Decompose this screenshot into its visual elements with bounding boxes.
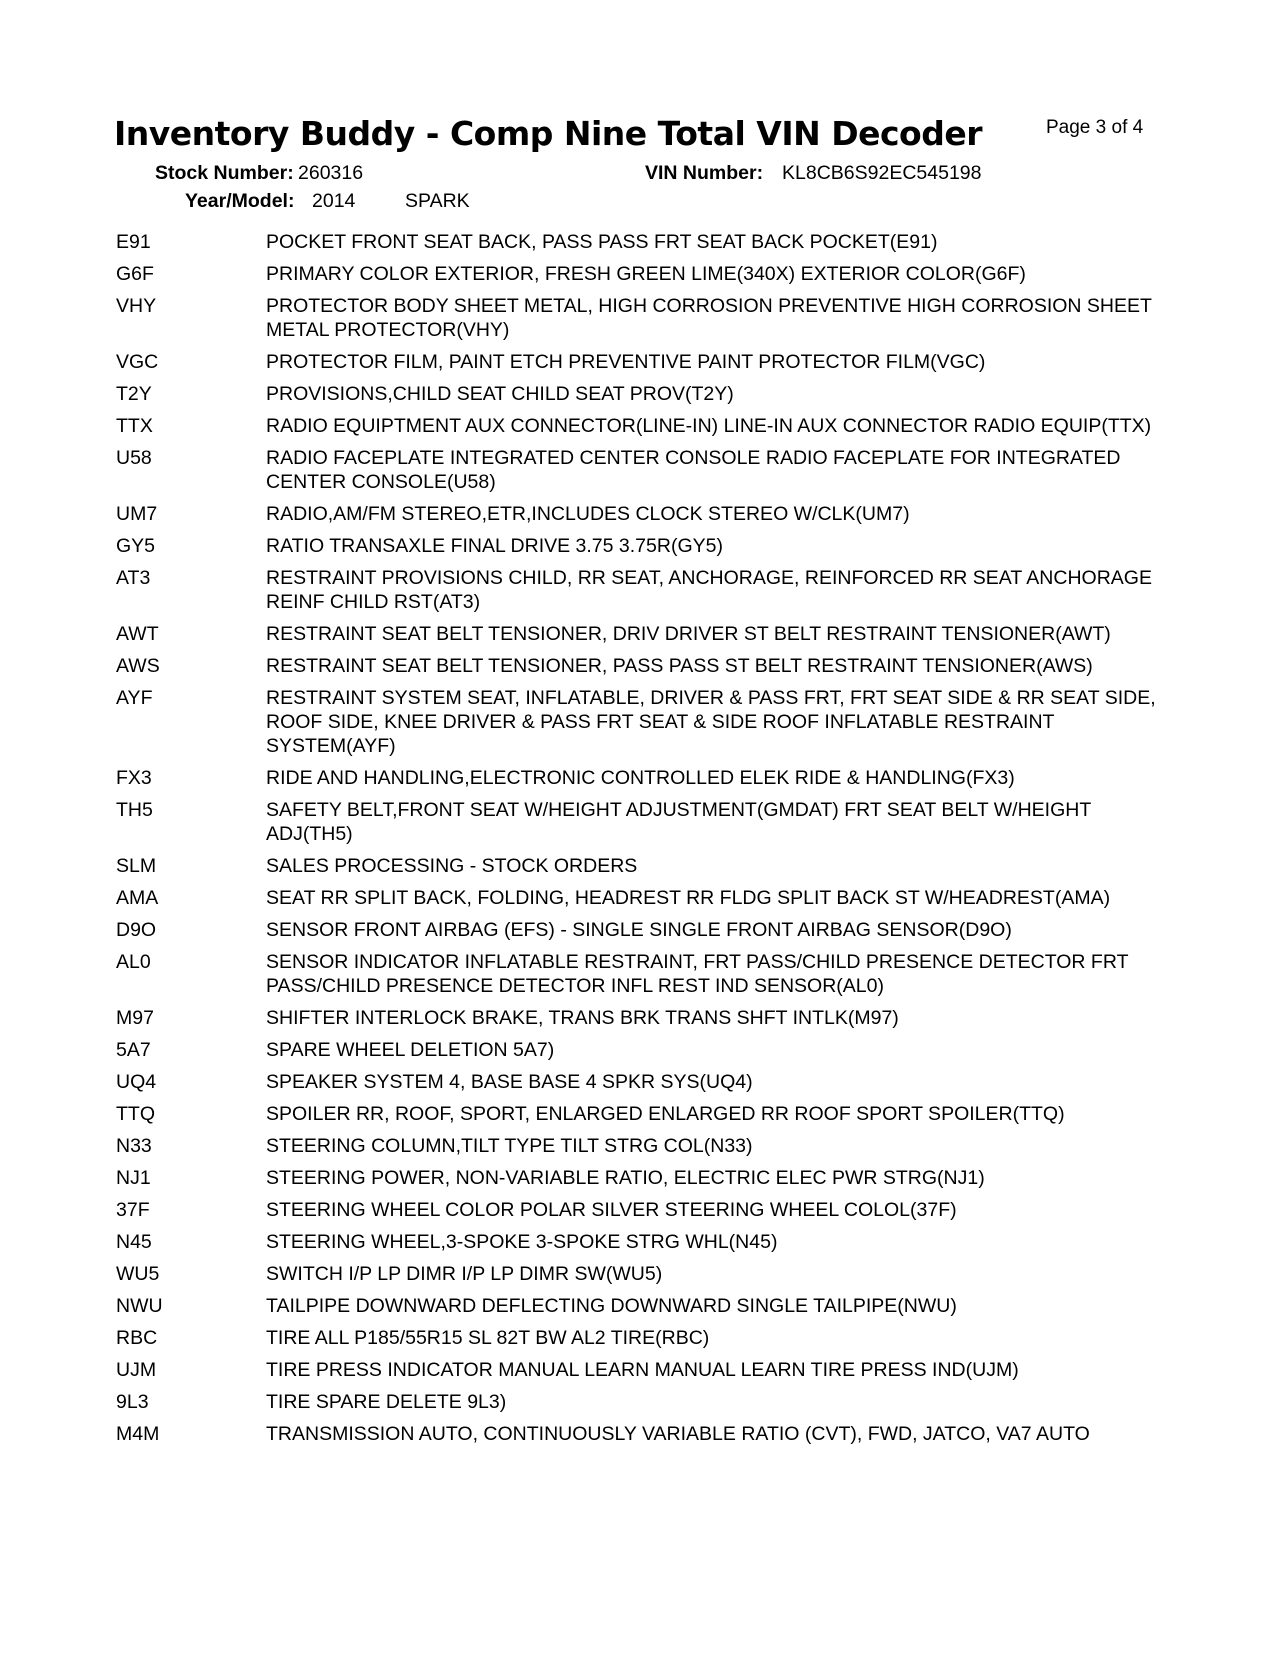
option-code: GY5 <box>116 535 156 557</box>
option-row <box>116 1294 1172 1318</box>
option-description: PROTECTOR FILM, PAINT ETCH PREVENTIVE PAINT PROTECTOR FILM(VGC) <box>266 351 986 373</box>
option-row <box>116 534 1172 558</box>
option-row <box>116 798 1172 846</box>
option-description: RADIO,AM/FM STEREO,ETR,INCLUDES CLOCK STEREO W/CLK(UM7) <box>266 503 910 525</box>
option-row <box>116 766 1172 790</box>
option-row <box>116 918 1172 942</box>
option-description: RESTRAINT SEAT BELT TENSIONER, PASS PASS ST BELT RESTRAINT TENSIONER(AWS) <box>266 655 1093 677</box>
option-row <box>116 1326 1172 1350</box>
page-number: Page 3 of 4 <box>1046 117 1144 138</box>
option-description: SWITCH I/P LP DIMR I/P LP DIMR SW(WU5) <box>266 1263 663 1285</box>
option-description: TRANSMISSION AUTO, CONTINUOUSLY VARIABLE RATIO (CVT), FWD, JATCO, VA7 AUTO <box>266 1423 1090 1445</box>
option-row <box>116 382 1172 406</box>
model-value: SPARK <box>405 190 470 212</box>
option-code: 9L3 <box>116 1391 149 1413</box>
option-code: N45 <box>116 1231 152 1253</box>
option-code: U58 <box>116 447 152 469</box>
option-description: SAFETY BELT,FRONT SEAT W/HEIGHT ADJUSTMENT(GMDAT) FRT SEAT BELT W/HEIGHT ADJ(TH5) <box>266 799 1091 845</box>
option-description: SHIFTER INTERLOCK BRAKE, TRANS BRK TRANS SHFT INTLK(M97) <box>266 1007 899 1029</box>
option-code: TTQ <box>116 1103 155 1125</box>
year-model-label <box>185 190 294 213</box>
option-code: AT3 <box>116 567 151 589</box>
option-description: PROVISIONS,CHILD SEAT CHILD SEAT PROV(T2Y) <box>266 383 734 405</box>
option-row <box>116 686 1172 758</box>
option-description: RIDE AND HANDLING,ELECTRONIC CONTROLLED ELEK RIDE & HANDLING(FX3) <box>266 767 1015 789</box>
option-row <box>116 1230 1172 1254</box>
option-row <box>116 1102 1172 1126</box>
option-row <box>116 654 1172 678</box>
option-code: AL0 <box>116 951 151 973</box>
option-code: FX3 <box>116 767 152 789</box>
option-row <box>116 446 1172 494</box>
option-description: PROTECTOR BODY SHEET METAL, HIGH CORROSION PREVENTIVE HIGH CORROSION SHEET METAL PROTECTOR(VHY) <box>266 295 1152 341</box>
option-code: 5A7 <box>116 1039 151 1061</box>
option-description: RATIO TRANSAXLE FINAL DRIVE 3.75 3.75R(GY5) <box>266 535 723 557</box>
option-description: TAILPIPE DOWNWARD DEFLECTING DOWNWARD SINGLE TAILPIPE(NWU) <box>266 1295 957 1317</box>
option-description: POCKET FRONT SEAT BACK, PASS PASS FRT SEAT BACK POCKET(E91) <box>266 231 938 253</box>
option-code: UJM <box>116 1359 157 1381</box>
option-description: SENSOR FRONT AIRBAG (EFS) - SINGLE SINGLE FRONT AIRBAG SENSOR(D9O) <box>266 919 1012 941</box>
option-row <box>116 1006 1172 1030</box>
year-model-key: Year/Model: <box>185 190 295 212</box>
option-row <box>116 1134 1172 1158</box>
option-description: STEERING WHEEL COLOR POLAR SILVER STEERING WHEEL COLOL(37F) <box>266 1199 957 1221</box>
option-code: RBC <box>116 1327 158 1349</box>
vin-number-label <box>645 162 763 185</box>
option-row <box>116 230 1172 254</box>
option-row <box>116 1166 1172 1190</box>
option-description: RADIO EQUIPTMENT AUX CONNECTOR(LINE-IN) LINE-IN AUX CONNECTOR RADIO EQUIP(TTX) <box>266 415 1152 437</box>
option-row <box>116 262 1172 286</box>
option-description: TIRE PRESS INDICATOR MANUAL LEARN MANUAL LEARN TIRE PRESS IND(UJM) <box>266 1359 1019 1381</box>
option-code: UM7 <box>116 503 158 525</box>
option-code: NWU <box>116 1295 163 1317</box>
option-description: SPOILER RR, ROOF, SPORT, ENLARGED ENLARGED RR ROOF SPORT SPOILER(TTQ) <box>266 1103 1065 1125</box>
option-row <box>116 566 1172 614</box>
option-code: M4M <box>116 1423 160 1445</box>
option-code-list <box>116 230 1172 1454</box>
option-code: SLM <box>116 855 157 877</box>
option-description: RESTRAINT PROVISIONS CHILD, RR SEAT, ANCHORAGE, REINFORCED RR SEAT ANCHORAGE REINF CHILD RST(AT3) <box>266 567 1152 613</box>
option-description: SEAT RR SPLIT BACK, FOLDING, HEADREST RR FLDG SPLIT BACK ST W/HEADREST(AMA) <box>266 887 1111 909</box>
option-code: G6F <box>116 263 154 285</box>
option-code: AYF <box>116 687 153 709</box>
stock-number-key: Stock Number: <box>155 162 294 184</box>
option-code: M97 <box>116 1007 154 1029</box>
option-description: RADIO FACEPLATE INTEGRATED CENTER CONSOLE RADIO FACEPLATE FOR INTEGRATED CENTER CONSOLE(U58) <box>266 447 1121 493</box>
option-description: RESTRAINT SYSTEM SEAT, INFLATABLE, DRIVER & PASS FRT, FRT SEAT SIDE & RR SEAT SIDE, ROOF SIDE, KNEE DRIVER & PASS FRT SEAT & SIDE ROOF INFLATABLE RESTRAINT SYSTEM(AYF) <box>266 687 1156 757</box>
option-description: SPARE WHEEL DELETION 5A7) <box>266 1039 555 1061</box>
option-code: VGC <box>116 351 159 373</box>
option-code: AWT <box>116 623 159 645</box>
option-code: T2Y <box>116 383 152 405</box>
option-code: WU5 <box>116 1263 160 1285</box>
option-row <box>116 502 1172 526</box>
option-row <box>116 622 1172 646</box>
option-code: AWS <box>116 655 160 677</box>
option-code: 37F <box>116 1199 150 1221</box>
option-row <box>116 886 1172 910</box>
year-value: 2014 <box>312 190 356 212</box>
option-code: UQ4 <box>116 1071 157 1093</box>
option-row <box>116 1198 1172 1222</box>
option-code: AMA <box>116 887 159 909</box>
option-code: NJ1 <box>116 1167 151 1189</box>
option-description: STEERING COLUMN,TILT TYPE TILT STRG COL(N33) <box>266 1135 753 1157</box>
option-row <box>116 854 1172 878</box>
option-row <box>116 1390 1172 1414</box>
option-description: TIRE SPARE DELETE 9L3) <box>266 1391 507 1413</box>
page-title: Inventory Buddy - Comp Nine Total VIN Decoder <box>114 114 982 153</box>
vin-number-value: KL8CB6S92EC545198 <box>782 162 982 184</box>
option-code: TTX <box>116 415 153 437</box>
stock-number-label <box>155 162 294 185</box>
option-row <box>116 1262 1172 1286</box>
vin-number-key: VIN Number: <box>645 162 764 184</box>
option-row <box>116 950 1172 998</box>
option-description: SPEAKER SYSTEM 4, BASE BASE 4 SPKR SYS(UQ4) <box>266 1071 753 1093</box>
option-description: SALES PROCESSING - STOCK ORDERS <box>266 855 638 877</box>
option-row <box>116 1358 1172 1382</box>
stock-number-value: 260316 <box>298 162 364 184</box>
option-description: PRIMARY COLOR EXTERIOR, FRESH GREEN LIME(340X) EXTERIOR COLOR(G6F) <box>266 263 1026 285</box>
option-row <box>116 1038 1172 1062</box>
option-row <box>116 294 1172 342</box>
option-row <box>116 414 1172 438</box>
option-description: STEERING WHEEL,3-SPOKE 3-SPOKE STRG WHL(N45) <box>266 1231 778 1253</box>
option-description: STEERING POWER, NON-VARIABLE RATIO, ELECTRIC ELEC PWR STRG(NJ1) <box>266 1167 985 1189</box>
option-code: E91 <box>116 231 151 253</box>
option-row <box>116 1422 1172 1446</box>
option-description: TIRE ALL P185/55R15 SL 82T BW AL2 TIRE(RBC) <box>266 1327 710 1349</box>
option-row <box>116 1070 1172 1094</box>
option-code: VHY <box>116 295 157 317</box>
option-code: N33 <box>116 1135 152 1157</box>
option-code: D9O <box>116 919 157 941</box>
option-code: TH5 <box>116 799 153 821</box>
option-row <box>116 350 1172 374</box>
option-description: SENSOR INDICATOR INFLATABLE RESTRAINT, FRT PASS/CHILD PRESENCE DETECTOR FRT PASS/CHILD PRESENCE DETECTOR INFL REST IND SENSOR(AL0) <box>266 951 1129 997</box>
option-description: RESTRAINT SEAT BELT TENSIONER, DRIV DRIVER ST BELT RESTRAINT TENSIONER(AWT) <box>266 623 1111 645</box>
